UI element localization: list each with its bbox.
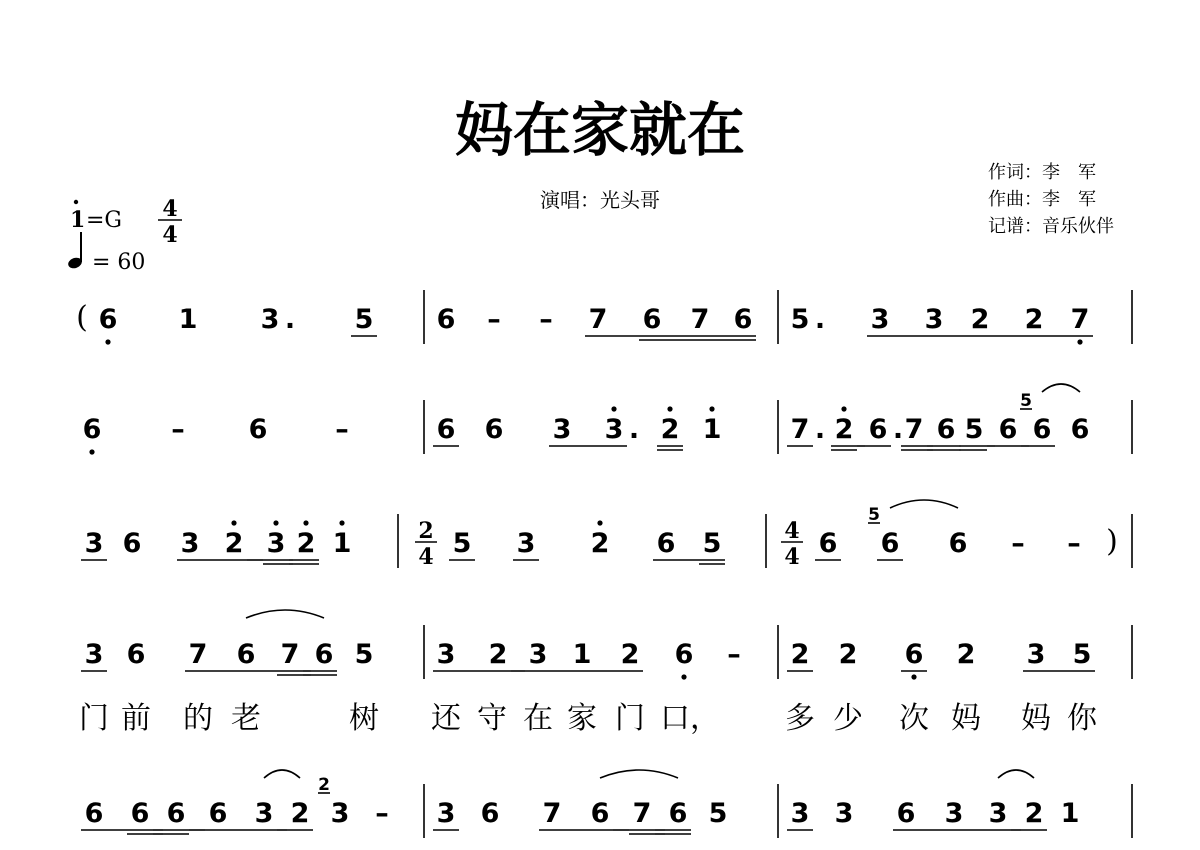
note-1: 1: [178, 304, 198, 335]
note-2: 2: [660, 414, 680, 445]
note-3: 3: [790, 798, 810, 829]
octave-dot-below: [1077, 339, 1082, 344]
octave-dot-above: [611, 406, 616, 411]
note-6: 6: [896, 798, 916, 829]
note-7: 7: [904, 414, 924, 445]
lyric-syllable: 在: [523, 701, 553, 736]
octave-dot-above: [231, 520, 236, 525]
note-5: 5: [354, 304, 374, 335]
note-6: 6: [236, 639, 256, 670]
time-change-top: 4: [784, 518, 800, 544]
note-3: 3: [1026, 639, 1046, 670]
note-dot-extension: .: [628, 414, 640, 445]
lyric-syllable: 少: [833, 701, 863, 736]
note-dot-extension: .: [284, 304, 296, 335]
octave-dot-above: [339, 520, 344, 525]
note-1: 1: [332, 528, 352, 559]
note-dot-extension: .: [814, 414, 826, 445]
note-6: 6: [208, 798, 228, 829]
note-6: 6: [642, 304, 662, 335]
transcriber-credit: 记谱：音乐伙伴: [988, 216, 1114, 237]
bracket-mark: (: [76, 300, 88, 335]
note-dash: –: [1011, 528, 1025, 559]
note-dash: –: [335, 414, 349, 445]
lyric-syllable: 门: [615, 701, 645, 736]
note-dash: –: [727, 639, 741, 670]
note-5: 5: [452, 528, 472, 559]
slur-arc: [264, 770, 300, 778]
lyric-syllable: 你: [1067, 701, 1097, 736]
time-signature-top: 4: [162, 196, 178, 222]
lyric-syllable: 口，: [660, 701, 720, 736]
note-1: 1: [702, 414, 722, 445]
octave-dot-above: [273, 520, 278, 525]
note-6: 6: [674, 639, 694, 670]
note-dash: –: [1067, 528, 1081, 559]
note-7: 7: [588, 304, 608, 335]
note-3: 3: [870, 304, 890, 335]
note-2: 2: [970, 304, 990, 335]
song-title: 妈在家就在: [454, 96, 746, 164]
singer-credit: 演唱：光头哥: [540, 188, 660, 212]
note-6: 6: [733, 304, 753, 335]
note-6: 6: [868, 414, 888, 445]
octave-dot-below: [105, 339, 110, 344]
slur-arc: [600, 770, 678, 778]
note-3: 3: [924, 304, 944, 335]
key-tonic-number: 1: [70, 207, 86, 233]
lyric-syllable: 妈: [951, 701, 981, 736]
note-3: 3: [84, 639, 104, 670]
slur-arc: [246, 610, 324, 618]
time-change-bottom: 4: [784, 544, 800, 570]
note-6: 6: [314, 639, 334, 670]
lyric-syllable: 次: [899, 701, 929, 736]
octave-dot-above: [303, 520, 308, 525]
note-5: 5: [702, 528, 722, 559]
octave-dot-above: [709, 406, 714, 411]
note-6: 6: [818, 528, 838, 559]
note-6: 6: [936, 414, 956, 445]
octave-dot-below: [89, 449, 94, 454]
note-6: 6: [656, 528, 676, 559]
note-2: 2: [838, 639, 858, 670]
slur-arc: [998, 770, 1034, 778]
note-6: 6: [948, 528, 968, 559]
note-6: 6: [480, 798, 500, 829]
lyric-syllable: 前: [121, 701, 151, 736]
lyric-syllable: 多: [785, 701, 815, 736]
lyric-syllable: 家: [567, 701, 597, 736]
key-signature: [70, 196, 182, 248]
note-3: 3: [436, 798, 456, 829]
lyric-syllable: 树: [349, 701, 379, 736]
grace-note: 2: [318, 775, 330, 795]
lyric-syllable: 门: [79, 701, 109, 736]
note-6: 6: [998, 414, 1018, 445]
note-5: 5: [1072, 639, 1092, 670]
note-7: 7: [188, 639, 208, 670]
note-7: 7: [790, 414, 810, 445]
slur-arc: [890, 500, 958, 508]
time-change-bottom: 4: [418, 544, 434, 570]
note-2: 2: [488, 639, 508, 670]
note-2: 2: [1024, 304, 1044, 335]
octave-dot-above: [597, 520, 602, 525]
notation-body: [76, 290, 1132, 838]
lyric-syllable: 的: [183, 701, 213, 736]
note-dash: –: [375, 798, 389, 829]
note-2: 2: [956, 639, 976, 670]
bracket-mark: ): [1106, 524, 1118, 559]
note-6: 6: [436, 304, 456, 335]
note-2: 2: [1024, 798, 1044, 829]
note-6: 6: [98, 304, 118, 335]
note-3: 3: [260, 304, 280, 335]
note-2: 2: [790, 639, 810, 670]
note-3: 3: [180, 528, 200, 559]
note-7: 7: [690, 304, 710, 335]
note-3: 3: [84, 528, 104, 559]
note-3: 3: [834, 798, 854, 829]
grace-note: 5: [1020, 391, 1032, 411]
note-7: 7: [280, 639, 300, 670]
note-dot-extension: .: [892, 414, 904, 445]
note-6: 6: [122, 528, 142, 559]
grace-note: 5: [868, 505, 880, 525]
note-6: 6: [1032, 414, 1052, 445]
lyric-syllable: 守: [477, 701, 507, 736]
note-1: 1: [1060, 798, 1080, 829]
lyricist-credit: 作词：李 军: [988, 162, 1096, 183]
note-dash: –: [487, 304, 501, 335]
note-6: 6: [668, 798, 688, 829]
octave-dot-above: [667, 406, 672, 411]
lyric-syllable: 老: [231, 701, 261, 736]
octave-dot-above: [841, 406, 846, 411]
time-signature-bottom: 4: [162, 222, 178, 248]
lyric-syllable: 还: [431, 701, 461, 736]
note-6: 6: [84, 798, 104, 829]
note-3: 3: [944, 798, 964, 829]
note-3: 3: [988, 798, 1008, 829]
tempo-marking: [67, 232, 146, 275]
key-letter: =G: [86, 208, 123, 233]
note-3: 3: [254, 798, 274, 829]
key-tonic-dot: [74, 200, 78, 204]
note-5: 5: [790, 304, 810, 335]
note-2: 2: [620, 639, 640, 670]
note-2: 2: [224, 528, 244, 559]
slur-arc: [1042, 384, 1080, 392]
note-1: 1: [572, 639, 592, 670]
time-change-top: 2: [418, 518, 434, 544]
note-5: 5: [354, 639, 374, 670]
note-3: 3: [266, 528, 286, 559]
octave-dot-below: [911, 674, 916, 679]
note-3: 3: [604, 414, 624, 445]
note-2: 2: [296, 528, 316, 559]
note-5: 5: [708, 798, 728, 829]
note-2: 2: [834, 414, 854, 445]
note-6: 6: [590, 798, 610, 829]
note-dot-extension: .: [814, 304, 826, 335]
note-3: 3: [528, 639, 548, 670]
note-6: 6: [880, 528, 900, 559]
note-3: 3: [516, 528, 536, 559]
composer-credit: 作曲：李 军: [988, 189, 1096, 210]
note-6: 6: [436, 414, 456, 445]
note-6: 6: [904, 639, 924, 670]
note-6: 6: [1070, 414, 1090, 445]
note-6: 6: [166, 798, 186, 829]
octave-dot-below: [681, 674, 686, 679]
note-3: 3: [330, 798, 350, 829]
lyric-syllable: 妈: [1021, 701, 1051, 736]
note-6: 6: [248, 414, 268, 445]
note-7: 7: [632, 798, 652, 829]
note-6: 6: [126, 639, 146, 670]
note-dash: –: [539, 304, 553, 335]
tempo-value: = 60: [92, 250, 146, 275]
note-2: 2: [290, 798, 310, 829]
note-7: 7: [542, 798, 562, 829]
note-6: 6: [82, 414, 102, 445]
note-3: 3: [436, 639, 456, 670]
note-3: 3: [552, 414, 572, 445]
note-2: 2: [590, 528, 610, 559]
note-7: 7: [1070, 304, 1090, 335]
note-6: 6: [130, 798, 150, 829]
note-6: 6: [484, 414, 504, 445]
note-dash: –: [171, 414, 185, 445]
note-5: 5: [964, 414, 984, 445]
